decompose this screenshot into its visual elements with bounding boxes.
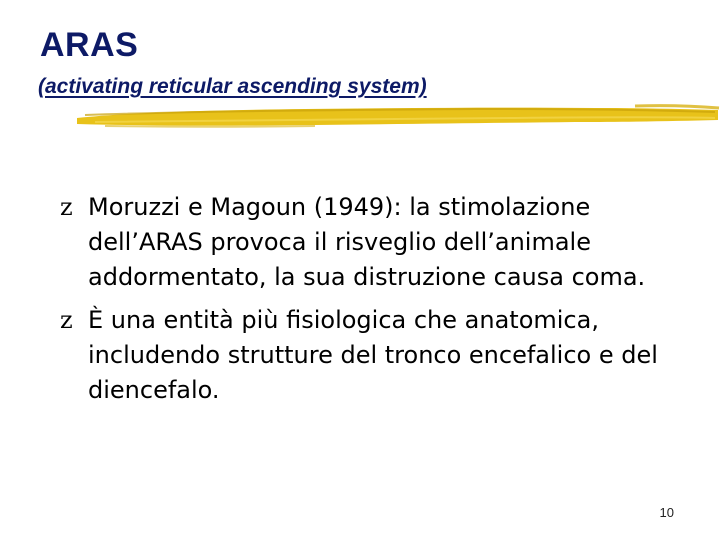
bullet-item bbox=[60, 190, 660, 295]
bullet-z-glyph-icon: z bbox=[60, 306, 73, 334]
bullet-item bbox=[60, 303, 660, 408]
brush-stroke-underline bbox=[75, 100, 720, 130]
bullet-z-glyph-icon: z bbox=[60, 193, 73, 221]
bullet-text: È una entità più fisiologica che anatomica, includendo strutture del tronco encefalico e del diencefalo. bbox=[88, 306, 658, 404]
bullet-list bbox=[60, 190, 660, 416]
bullet-text: Moruzzi e Magoun (1949): la stimolazione dell’ARAS provoca il risveglio dell’animale addormentato, la sua distruzione causa coma. bbox=[88, 193, 646, 291]
page-number: 10 bbox=[659, 505, 674, 520]
slide-subtitle: (activating reticular ascending system) bbox=[38, 75, 427, 98]
slide-title: ARAS bbox=[40, 26, 139, 64]
